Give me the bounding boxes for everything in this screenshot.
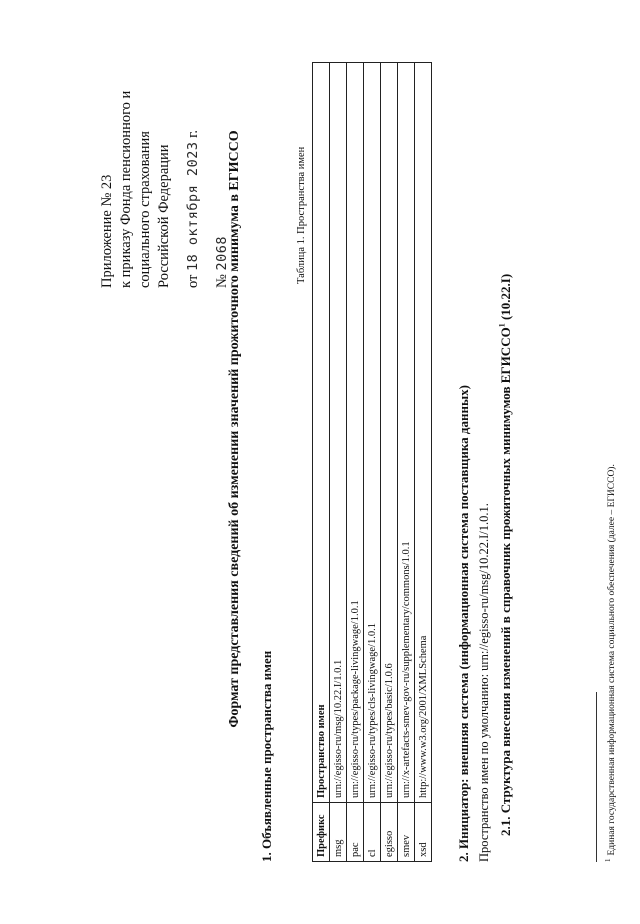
appendix-country-line: Российской Федерации — [156, 144, 172, 288]
cell-namespace: http://www.w3.org/2001/XMLSchema — [415, 63, 432, 803]
cell-prefix: egisso — [381, 803, 398, 862]
cell-prefix: cl — [364, 803, 381, 862]
appendix-number: Приложение № 23 — [99, 174, 115, 288]
cell-prefix: smev — [398, 803, 415, 862]
footnote-text: Единая государственная информационная система социального обеспечения (далее – ЕГИССО). — [607, 464, 618, 856]
table-header-row — [313, 63, 330, 862]
cell-namespace: urn://egisso-ru/types/package-livingwage/1.0.1 — [347, 63, 364, 803]
number-prefix: № — [214, 274, 230, 288]
section-2-1-code: (10.22.I) — [498, 273, 513, 324]
section-2-1-heading — [497, 274, 514, 836]
cell-namespace: urn://egisso-ru/types/cls-livingwage/1.0.1 — [364, 63, 381, 803]
appendix-order-line: к приказу Фонда пенсионного и — [118, 90, 134, 288]
table-row — [381, 63, 398, 862]
table-row — [415, 63, 432, 862]
footnote-reference: 1 — [497, 323, 507, 328]
date-prefix: от — [185, 274, 201, 288]
namespace-table — [312, 62, 432, 862]
cell-namespace: urn://egisso-ru/types/basic/1.0.6 — [381, 63, 398, 803]
default-namespace-text: Пространство имен по умолчанию: urn://egisso-ru/msg/10.22.I/1.0.1. — [477, 503, 491, 862]
cell-prefix: pac — [347, 803, 364, 862]
table-row — [398, 63, 415, 862]
cell-prefix: xsd — [415, 803, 432, 862]
cell-namespace: urn://egisso-ru/msg/10.22.I/1.0.1 — [330, 63, 347, 803]
footnote — [604, 464, 617, 862]
number-value: 2068 — [214, 236, 230, 271]
appendix-header — [98, 0, 232, 288]
section-1-heading: 1. Объявленные пространства имен — [259, 650, 274, 862]
appendix-fund-line: социального страхования — [137, 131, 153, 288]
section-2-1-title: 2.1. Структура внесения изменений в справочник прожиточных минимумов ЕГИССО — [498, 327, 513, 836]
section-2-heading: 2. Инициатор: внешняя система (информационная система поставщика данных) — [456, 385, 471, 862]
column-header-namespace: Пространство имен — [313, 63, 330, 803]
footnote-mark: 1 — [604, 858, 612, 862]
appendix-date — [184, 0, 203, 288]
cell-prefix: msg — [330, 803, 347, 862]
date-suffix: г. — [185, 129, 201, 138]
column-header-prefix: Префикс — [313, 803, 330, 862]
table-row — [364, 63, 381, 862]
table-caption: Таблица 1. Пространства имен — [296, 146, 307, 284]
cell-namespace: urn://x-artefacts-smev-gov-ru/supplementary/commons/1.0.1 — [398, 63, 415, 803]
table-row — [347, 63, 364, 862]
footnote-divider — [596, 692, 597, 862]
table-row — [330, 63, 347, 862]
date-value: 18 октября 2023 — [185, 141, 201, 271]
document-title: Формат представления сведений об изменении значений прожиточного минимума в ЕГИССО — [227, 130, 242, 728]
